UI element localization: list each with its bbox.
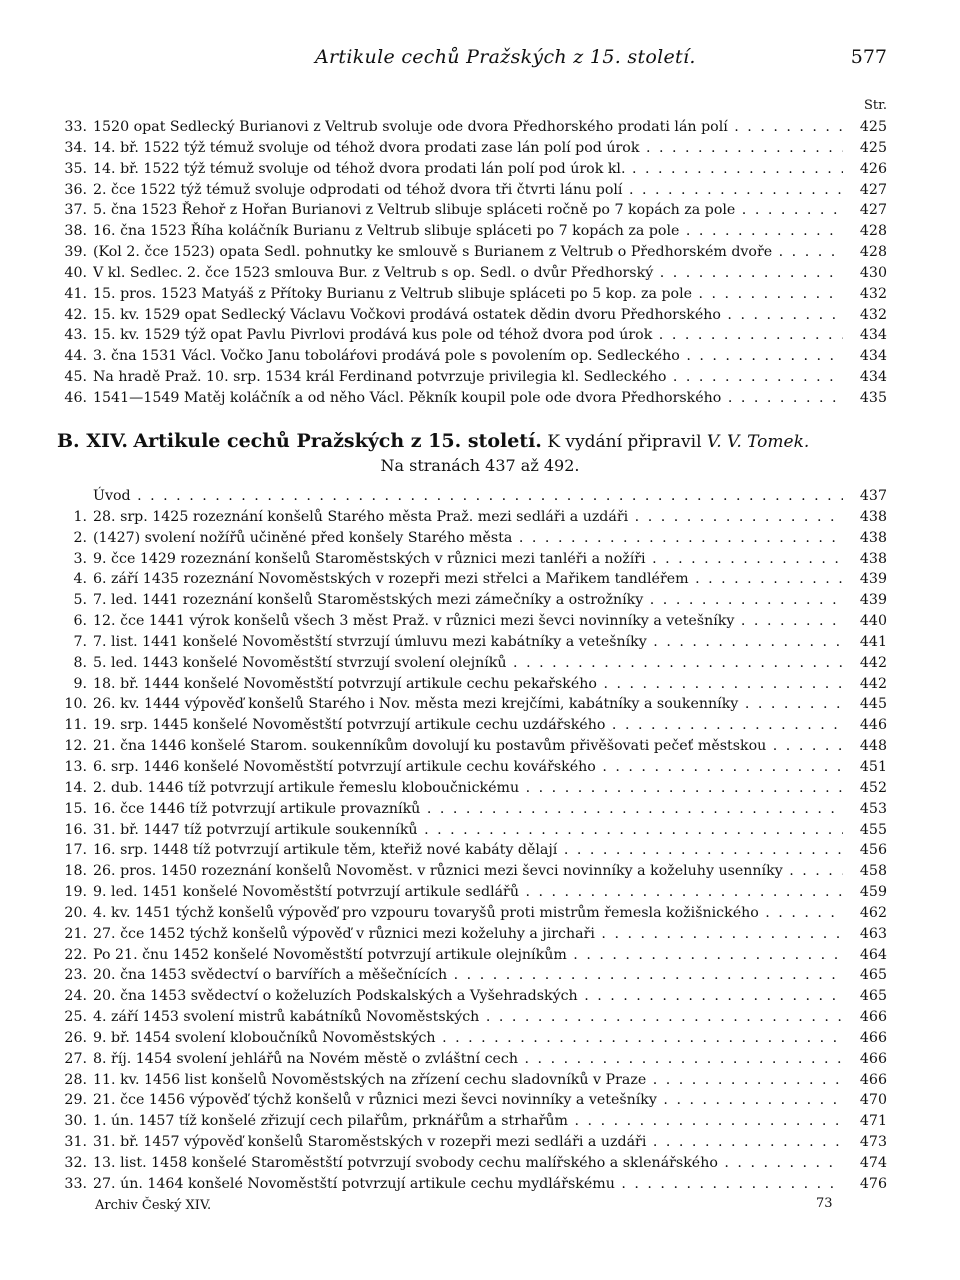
- toc-entry: [57, 945, 887, 966]
- entry-text: 18. bř. 1444 konšelé Novoměstští potvrzují artikule cechu pekařského . . .: [93, 674, 843, 695]
- entry-number: 27.: [64, 1050, 87, 1067]
- entry-number: 26.: [64, 1029, 87, 1046]
- entry-text: 16. srp. 1448 tíž potvrzují artikule těm, kteřiž nové kabáty dělají . . .: [93, 840, 843, 861]
- entry-page: 430: [859, 264, 887, 281]
- entry-page: 470: [859, 1092, 887, 1109]
- toc-entry: [57, 694, 887, 715]
- entry-number: 30.: [64, 1113, 87, 1130]
- entry-page: 427: [859, 202, 887, 219]
- section-heading: [57, 430, 917, 452]
- entry-page: 440: [859, 613, 887, 630]
- entry-text: 2. čce 1522 týž témuž svoluje odprodati od téhož dvora tři čtvrti lánu polí . . .: [93, 180, 843, 201]
- toc-entry: [57, 486, 887, 507]
- entry-page: 445: [859, 696, 887, 713]
- running-title: Artikule cechů Pražských z 15. století.: [315, 46, 696, 68]
- toc-entry: [57, 1090, 887, 1111]
- entry-number: 28.: [64, 1071, 87, 1088]
- entry-number: 35.: [64, 160, 87, 177]
- toc-entry: [57, 590, 887, 611]
- entry-text: 19. srp. 1445 konšelé Novoměstští potvrzují artikule cechu uzdářského . . .: [93, 715, 843, 736]
- entry-number: 41.: [64, 285, 87, 302]
- editor-name: V. V. Tomek.: [706, 432, 810, 452]
- entry-number: 16.: [64, 821, 87, 838]
- section-title: Artikule cechů Pražských z 15. století.: [133, 430, 542, 452]
- entry-page: 442: [859, 654, 887, 671]
- entry-number: 39.: [64, 244, 87, 261]
- toc-entry: [57, 653, 887, 674]
- entry-number: 7.: [73, 633, 87, 650]
- entry-number: 14.: [64, 779, 87, 796]
- entry-text: 20. čna 1453 svědectví o barvířích a měšečnících . . .: [93, 965, 843, 986]
- toc-entry: [57, 549, 887, 570]
- entry-text: 1541—1549 Matěj koláčník a od něho Václ. Pěkník koupil pole ode dvora Předhorského . . .: [93, 388, 843, 409]
- entry-text: 21. čce 1456 výpověď týchž konšelů v různici mezi ševci novinníky a vetešníky . . .: [93, 1090, 843, 1111]
- toc-entry: [57, 117, 887, 138]
- entry-text: 4. kv. 1451 týchž konšelů výpověď pro vzpouru tovaryšů proti mistrům řemesla kožišnického . . .: [93, 903, 843, 924]
- entry-text: 16. čna 1523 Říha koláčník Burianu z Veltrub slibuje spláceti po 7 kopách za pole . . .: [93, 221, 843, 242]
- entry-text: 27. ún. 1464 konšelé Novoměstští potvrzují artikule cechu mydlářskému . . .: [93, 1174, 843, 1195]
- entry-page: 452: [859, 779, 887, 796]
- entry-page: 448: [859, 738, 887, 755]
- toc-list-artikule: [57, 486, 887, 1195]
- footer-publication: Archiv Český XIV.: [95, 1198, 212, 1213]
- entry-page: 438: [859, 529, 887, 546]
- entry-number: 18.: [64, 863, 87, 880]
- entry-page: 432: [859, 285, 887, 302]
- entry-text: 5. čna 1523 Řehoř z Hořan Burianovi z Veltrub slibuje spláceti ročně po 7 kopách za pole . . .: [93, 200, 843, 221]
- entry-page: 476: [859, 1175, 887, 1192]
- toc-entry: [57, 1132, 887, 1153]
- entry-page: 442: [859, 675, 887, 692]
- entry-page: 435: [859, 389, 887, 406]
- entry-page: 434: [859, 327, 887, 344]
- entry-text: 27. čce 1452 týchž konšelů výpověď v různici mezi koželuhy a jirchaři . . .: [93, 924, 843, 945]
- entry-page: 458: [859, 863, 887, 880]
- entry-page: 466: [859, 1029, 887, 1046]
- entry-page: 441: [859, 633, 887, 650]
- entry-number: 37.: [64, 202, 87, 219]
- entry-number: 42.: [64, 306, 87, 323]
- entry-number: 46.: [64, 389, 87, 406]
- entry-number: 4.: [73, 571, 87, 588]
- entry-page: 473: [859, 1134, 887, 1151]
- toc-entry: [57, 1049, 887, 1070]
- toc-entry: [57, 986, 887, 1007]
- toc-entry: [57, 778, 887, 799]
- toc-entry: [57, 924, 887, 945]
- entry-text: 11. kv. 1456 list konšelů Novoměstských na zřízení cechu sladovníků v Praze . . .: [93, 1070, 843, 1091]
- entry-text: 9. bř. 1454 svolení kloboučníků Novoměstských . . .: [93, 1028, 843, 1049]
- entry-text: 1. ún. 1457 tíž konšelé zřizují cech pilařům, prknářům a strhařům . . .: [93, 1111, 843, 1132]
- entry-text: 26. pros. 1450 rozeznání konšelů Novoměst. v různici mezi ševci novinníky a koželuhy usenníky . . .: [93, 861, 843, 882]
- toc-entry: [57, 346, 887, 367]
- entry-text: 26. kv. 1444 výpověď konšelů Starého i Nov. města mezi krejčími, kabátníky a soukenníky . . .: [93, 694, 843, 715]
- entry-number: 45.: [64, 369, 87, 386]
- toc-entry: [57, 736, 887, 757]
- toc-entry: [57, 1111, 887, 1132]
- page-number: 577: [850, 46, 887, 68]
- entry-text: 9. led. 1451 konšelé Novoměstští potvrzují artikule sedlářů . . .: [93, 882, 843, 903]
- entry-page: 459: [859, 884, 887, 901]
- toc-entry: [57, 820, 887, 841]
- entry-number: 31.: [64, 1134, 87, 1151]
- toc-list-appendix: [57, 117, 887, 409]
- entry-number: 20.: [64, 904, 87, 921]
- toc-entry: [57, 528, 887, 549]
- toc-entry: [57, 367, 887, 388]
- toc-entry: [57, 200, 887, 221]
- entry-text: Na hradě Praž. 10. srp. 1534 král Ferdinand potvrzuje privilegia kl. Sedleckého . . .: [93, 367, 843, 388]
- entry-text: 5. led. 1443 konšelé Novoměstští stvrzují svolení olejníků . . .: [93, 653, 843, 674]
- toc-entry: [57, 263, 887, 284]
- entry-number: 9.: [73, 675, 87, 692]
- toc-entry: [57, 840, 887, 861]
- entry-page: 439: [859, 571, 887, 588]
- entry-page: 434: [859, 348, 887, 365]
- entry-number: 25.: [64, 1009, 87, 1026]
- entry-number: 33.: [64, 1175, 87, 1192]
- entry-text: 15. kv. 1529 týž opat Pavlu Pivrlovi prodává kus pole od téhož dvora pod úrok . . .: [93, 325, 843, 346]
- entry-number: 29.: [64, 1092, 87, 1109]
- entry-text: 15. kv. 1529 opat Sedlecký Václavu Vočkovi prodává ostatek dědin dvoru Předhorského . . .: [93, 305, 843, 326]
- entry-page: 432: [859, 306, 887, 323]
- entry-text: 4. září 1453 svolení mistrů kabátníků Novoměstských . . .: [93, 1007, 843, 1028]
- entry-number: 22.: [64, 946, 87, 963]
- entry-number: 3.: [73, 550, 87, 567]
- toc-entry: [57, 611, 887, 632]
- entry-number: 11.: [64, 717, 87, 734]
- toc-entry: [57, 903, 887, 924]
- entry-text: 12. čce 1441 výrok konšelů všech 3 měst Praž. v různici mezi ševci novinníky a vetešníky . . .: [93, 611, 843, 632]
- toc-entry: [57, 569, 887, 590]
- entry-page: 464: [859, 946, 887, 963]
- entry-text: (Kol 2. čce 1523) opata Sedl. pohnutky ke smlouvě s Burianem z Veltrub o Předhorském dvoře . . .: [93, 242, 843, 263]
- editor-prefix: K vydání připravil: [547, 432, 702, 452]
- entry-page: 462: [859, 904, 887, 921]
- toc-entry: [57, 632, 887, 653]
- toc-entry: [57, 305, 887, 326]
- entry-text: 16. čce 1446 tíž potvrzují artikule provazníků . . .: [93, 799, 843, 820]
- entry-page: 465: [859, 967, 887, 984]
- entry-number: 5.: [73, 592, 87, 609]
- entry-page: 426: [859, 160, 887, 177]
- toc-entry: [57, 325, 887, 346]
- entry-number: 17.: [64, 842, 87, 859]
- toc-entry: [57, 799, 887, 820]
- running-head: [0, 44, 960, 74]
- entry-page: 446: [859, 717, 887, 734]
- toc-entry: [57, 138, 887, 159]
- entry-number: 6.: [73, 613, 87, 630]
- toc-entry: [57, 1153, 887, 1174]
- entry-number: 19.: [64, 884, 87, 901]
- entry-text: 15. pros. 1523 Matyáš z Přítoky Burianu z Veltrub slibuje spláceti po 5 kop. za pole . . .: [93, 284, 843, 305]
- entry-text: 20. čna 1453 svědectví o koželuzích Podskalských a Vyšehradských . . .: [93, 986, 843, 1007]
- entry-page: 438: [859, 550, 887, 567]
- entry-page: 427: [859, 181, 887, 198]
- toc-entry: [57, 861, 887, 882]
- entry-text: 31. bř. 1447 tíž potvrzují artikule soukenníků . . .: [93, 820, 843, 841]
- entry-text: Po 21. čnu 1452 konšelé Novoměstští potvrzují artikule olejníkům . . .: [93, 945, 843, 966]
- footer-signature-mark: 73: [816, 1196, 833, 1211]
- section-number: B. XIV.: [57, 430, 128, 452]
- entry-text: 6. srp. 1446 konšelé Novoměstští potvrzují artikule cechu kovářského . . .: [93, 757, 843, 778]
- entry-number: 32.: [64, 1155, 87, 1171]
- entry-page: 466: [859, 1009, 887, 1026]
- toc-entry: [57, 965, 887, 986]
- entry-text: 7. led. 1441 rozeznání konšelů Staroměstských mezi zámečníky a ostrožníky . . .: [93, 590, 843, 611]
- toc-entry: [57, 1174, 887, 1195]
- entry-number: 21.: [64, 925, 87, 942]
- entry-number: 2.: [73, 529, 87, 546]
- entry-text: 9. čce 1429 rozeznání konšelů Staroměstských v různici mezi tanléři a nožíři . . .: [93, 549, 843, 570]
- entry-text: (1427) svolení nožířů učiněné před konšely Starého města . . .: [93, 528, 843, 549]
- toc-entry: [57, 715, 887, 736]
- entry-number: 38.: [64, 223, 87, 240]
- entry-text: 14. bř. 1522 týž témuž svoluje od téhož dvora prodati lán polí pod úrok kl. . . .: [93, 159, 843, 180]
- entry-page: 453: [859, 800, 887, 817]
- entry-text: 1520 opat Sedlecký Burianovi z Veltrub svoluje ode dvora Předhorského prodati lán polí . . .: [93, 117, 843, 138]
- entry-page: 466: [859, 1050, 887, 1067]
- entry-text: 31. bř. 1457 výpověď konšelů Staroměstských v rozepři mezi sedláři a uzdáři . . .: [93, 1132, 843, 1153]
- entry-page: 474: [859, 1155, 887, 1171]
- entry-page: 451: [859, 758, 887, 775]
- entry-text: 2. dub. 1446 tíž potvrzují artikule řemeslu kloboučnickému . . .: [93, 778, 843, 799]
- entry-text: 28. srp. 1425 rozeznání konšelů Starého města Praž. mezi sedláři a uzdáři . . .: [93, 507, 843, 528]
- entry-number: 13.: [64, 758, 87, 775]
- toc-entry: [57, 180, 887, 201]
- entry-number: 36.: [64, 181, 87, 198]
- entry-number: 12.: [64, 738, 87, 755]
- entry-number: 1.: [73, 508, 87, 525]
- entry-page: 434: [859, 369, 887, 386]
- toc-entry: [57, 882, 887, 903]
- entry-text: 6. září 1435 rozeznání Novoměstských v rozepři mezi střelci a Mařikem tandléřem . . .: [93, 569, 843, 590]
- entry-page: 438: [859, 508, 887, 525]
- entry-number: 24.: [64, 988, 87, 1005]
- entry-text: 3. čna 1531 Václ. Vočko Janu toboláŕovi prodává pole s povolením op. Sedleckého . . .: [93, 346, 843, 367]
- entry-text: 21. čna 1446 konšelé Starom. soukenníkům dovolují ku postavům přivěšovati pečeť městskou . . .: [93, 736, 843, 757]
- entry-page: 428: [859, 223, 887, 240]
- entry-page: 425: [859, 139, 887, 156]
- entry-text: 13. list. 1458 konšelé Staroměstští potvrzují svobody cechu malířského a sklenářského . . .: [93, 1153, 843, 1174]
- entry-page: 466: [859, 1071, 887, 1088]
- entry-text: 7. list. 1441 konšelé Novoměstští stvrzují úmluvu mezi kabátníky a vetešníky . . .: [93, 632, 843, 653]
- entry-number: 8.: [73, 654, 87, 671]
- entry-number: 15.: [64, 800, 87, 817]
- toc-entry: [57, 507, 887, 528]
- entry-number: 23.: [64, 967, 87, 984]
- entry-number: 44.: [64, 348, 87, 365]
- entry-page: 463: [859, 925, 887, 942]
- entry-page: 465: [859, 988, 887, 1005]
- entry-page: 439: [859, 592, 887, 609]
- toc-entry: [57, 388, 887, 409]
- toc-entry: [57, 284, 887, 305]
- entry-page: 437: [859, 488, 887, 504]
- section-pages-note: Na stranách 437 až 492.: [380, 456, 580, 475]
- entry-number: 40.: [64, 264, 87, 281]
- entry-number: 10.: [64, 696, 87, 713]
- entry-text: V kl. Sedlec. 2. čce 1523 smlouva Bur. z Veltrub s op. Sedl. o dvůr Předhorský . . .: [93, 263, 843, 284]
- toc-entry: [57, 159, 887, 180]
- toc-entry: [57, 757, 887, 778]
- toc-entry: [57, 221, 887, 242]
- entry-number: 43.: [64, 327, 87, 344]
- toc-entry: [57, 1007, 887, 1028]
- entry-page: 425: [859, 119, 887, 135]
- entry-page: 471: [859, 1113, 887, 1130]
- toc-entry: [57, 674, 887, 695]
- page-column-label: Str.: [863, 98, 887, 113]
- entry-number: 34.: [64, 139, 87, 156]
- entry-text: Úvod . . .: [93, 486, 843, 507]
- toc-entry: [57, 1028, 887, 1049]
- entry-text: 8. říj. 1454 svolení jehlářů na Novém městě o zvláštní cech . . .: [93, 1049, 843, 1070]
- entry-number: 33.: [64, 119, 87, 135]
- toc-entry: [57, 1070, 887, 1091]
- entry-page: 428: [859, 244, 887, 261]
- entry-page: 456: [859, 842, 887, 859]
- entry-page: 455: [859, 821, 887, 838]
- toc-entry: [57, 242, 887, 263]
- entry-text: 14. bř. 1522 týž témuž svoluje od téhož dvora prodati zase lán polí pod úrok . . .: [93, 138, 843, 159]
